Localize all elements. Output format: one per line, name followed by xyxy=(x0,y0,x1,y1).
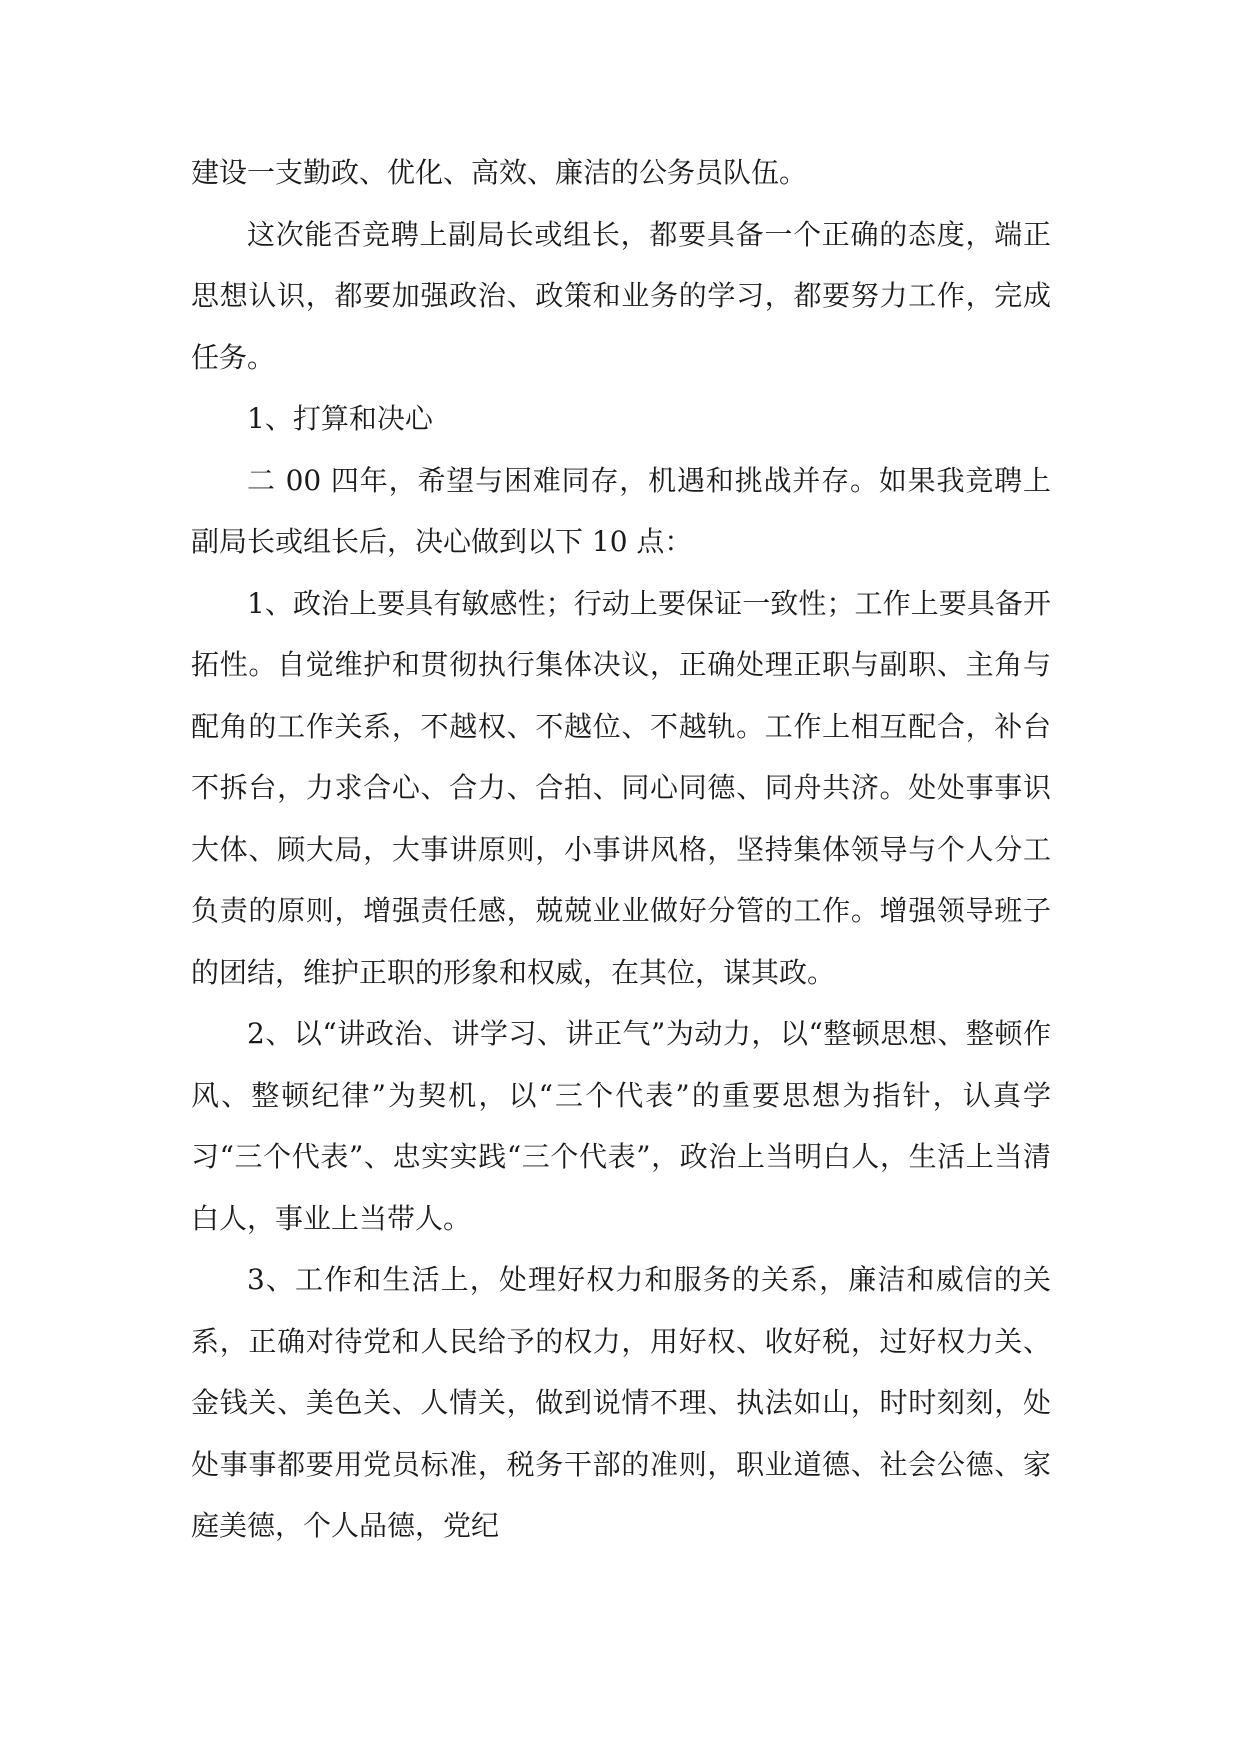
list-item: 3、工作和生活上，处理好权力和服务的关系，廉洁和威信的关系，正确对待党和人民给予的权力，用好权、收好税，过好权力关、金钱关、美色关、人情关，做到说情不理、执法如山，时时刻刻，处处事事都要用党员标准，税务干部的准则，职业道德、社会公德、家庭美德，个人品德，党纪 xyxy=(191,1263,1051,1542)
list-item: 2、以“讲政治、讲学习、讲正气”为动力，以“整顿思想、整顿作风、整顿纪律”为契机，以“三个代表”的重要思想为指针，认真学习“三个代表”、忠实实践“三个代表”，政治上当明白人，生活上当清白人，事业上当带人。 xyxy=(191,1017,1051,1235)
paragraph: 二 00 四年，希望与困难同存，机遇和挑战并存。如果我竞聘上副局长或组长后，决心做到以下 10 点： xyxy=(191,463,1051,558)
paragraph: 这次能否竞聘上副局长或组长，都要具备一个正确的态度，端正思想认识，都要加强政治、政策和业务的学习，都要努力工作，完成任务。 xyxy=(191,217,1051,374)
paragraph: 建设一支勤政、优化、高效、廉洁的公务员队伍。 xyxy=(191,156,808,189)
document-body xyxy=(191,142,1051,1557)
section-heading: 1、打算和决心 xyxy=(247,402,433,435)
list-item: 1、政治上要具有敏感性；行动上要保证一致性；工作上要具备开拓性。自觉维护和贯彻执行集体决议，正确处理正职与副职、主角与配角的工作关系，不越权、不越位、不越轨。工作上相互配合，补台不拆台，力求合心、合力、合拍、同心同德、同舟共济。处处事事识大体、顾大局，大事讲原则，小事讲风格，坚持集体领导与个人分工负责的原则，增强责任感，兢兢业业做好分管的工作。增强领导班子的团结，维护正职的形象和权威，在其位，谋其政。 xyxy=(191,586,1051,989)
